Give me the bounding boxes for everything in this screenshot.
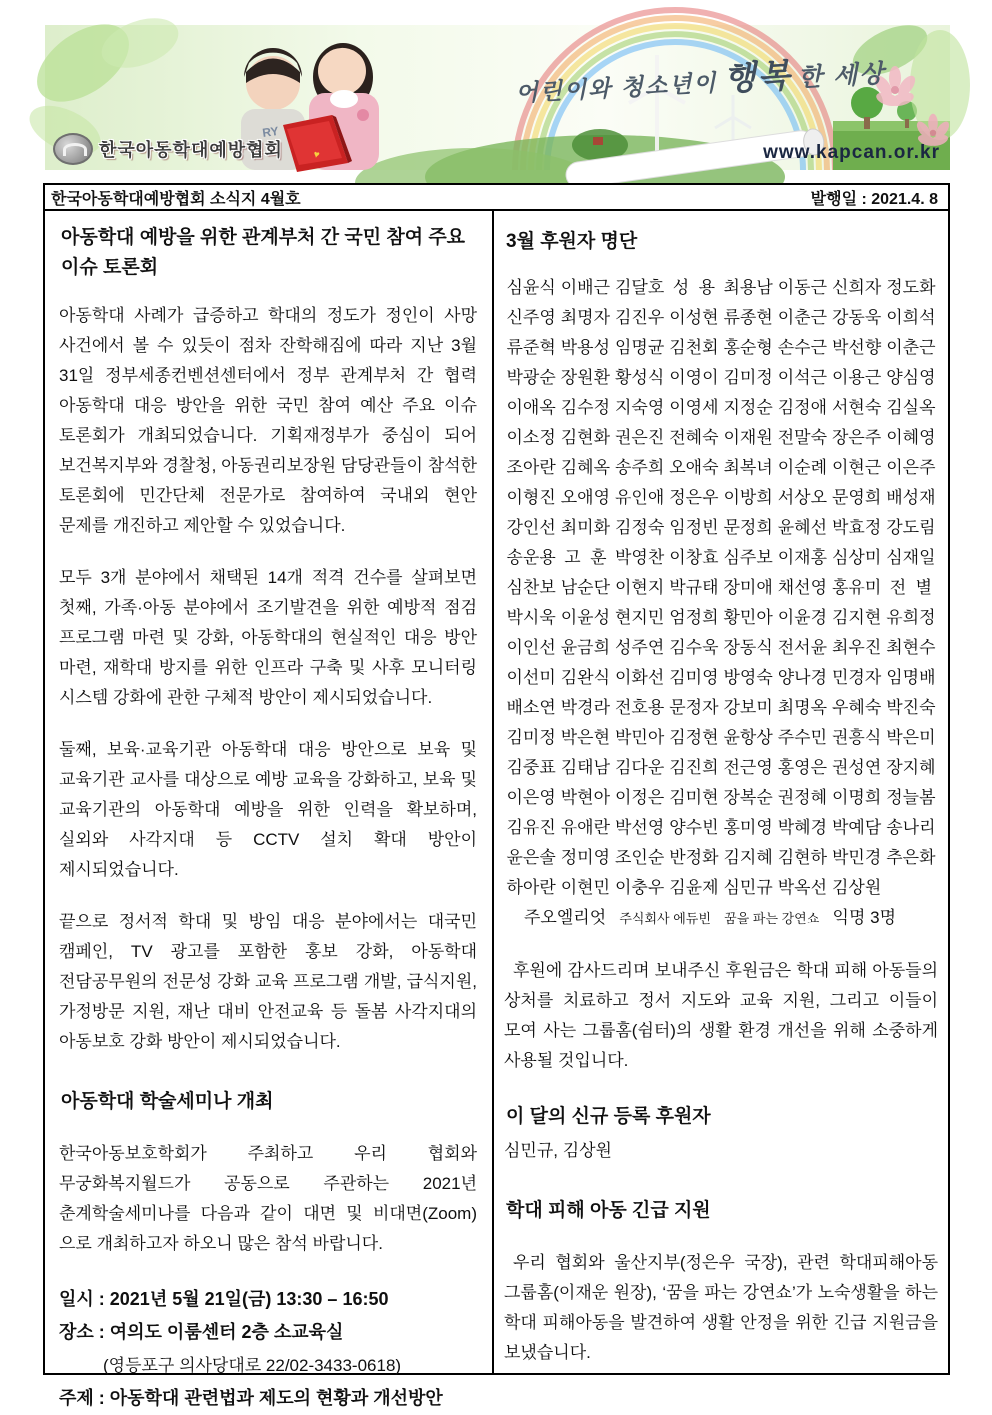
donor-name: 이순례 <box>777 458 828 477</box>
donor-name: 김태남 <box>560 758 611 777</box>
donor-name: 홍미영 <box>723 818 773 837</box>
donor-name: 이용근 <box>831 368 882 387</box>
seminar-topic: 주제 : 아동학대 관련법과 제도의 현황과 개선방안 <box>59 1388 443 1408</box>
donor-name: 이창효 <box>669 548 719 567</box>
donor-name: 윤혜선 <box>777 518 828 537</box>
donor-row <box>504 663 938 693</box>
donor-name: 이소정 <box>506 428 556 447</box>
donor-name: 전말숙 <box>777 428 828 447</box>
donor-name: 권성연 <box>831 758 882 777</box>
discussion-paragraph: 둘째, 보육·교육기관 아동학대 대응 방안으로 보육 및 교육기관 교사를 대상으로 예방 교육을 강화하고, 보육 및 교육기관의 아동학대 예방을 위한 인력을 확보하며, 실외와 사각지대 등 CCTV 설치 확대 방안이 제시되었습니다. <box>59 740 477 879</box>
donor-name: 이화선 <box>614 668 665 687</box>
seminar-section-title: 아동학대 학술세미나 개최 <box>61 1091 274 1112</box>
donor-name: 추은화 <box>886 848 936 867</box>
donor-name: 신희자 <box>831 278 882 297</box>
donor-name: 이배근 <box>560 278 611 297</box>
donor-name: 최우진 <box>831 638 882 657</box>
donor-row <box>504 423 938 453</box>
donor-section-title: 3월 후원자 명단 <box>506 231 638 252</box>
donor-name: 심주보 <box>723 548 773 567</box>
donor-name: 이현민 <box>560 878 611 897</box>
donor-name: 우혜숙 <box>831 698 882 717</box>
donor-name: 송운용 <box>506 548 556 567</box>
donor-name: 양나경 <box>777 668 828 687</box>
donor-name: 김상원 <box>831 878 882 897</box>
slogan-part-emphasis: 행복 <box>722 56 793 98</box>
donor-name: 강보미 <box>723 698 773 717</box>
discussion-section-title: 아동학대 예방을 위한 관계부처 간 국민 참여 주요 이슈 토론회 <box>61 227 466 278</box>
donor-name: 전근영 <box>723 758 773 777</box>
donor-name: 윤항상 <box>723 728 773 747</box>
donor-name: 김정숙 <box>614 518 665 537</box>
donor-name: 송나리 <box>886 818 936 837</box>
donor-name: 최명자 <box>560 308 611 327</box>
donor-name: 정늘봄 <box>886 788 936 807</box>
donor-name: 배소연 <box>506 698 556 717</box>
donor-name: 오애영 <box>560 488 611 507</box>
seminar-location: 장소 : 여의도 이룸센터 2층 소교육실 <box>59 1322 344 1342</box>
new-donor-names: 심민규, 김상원 <box>504 1141 612 1160</box>
donor-name: 이현지 <box>614 578 665 597</box>
donor-name: 권흥식 <box>831 728 882 747</box>
seminar-intro: 한국아동보호학회가 주최하고 우리 협회와 무궁화복지월드가 공동으로 주관하는 2021년 춘계학술세미나를 다음과 같이 대면 및 비대면(Zoom)으로 개최하고자 하오니 많은 참석 바랍니다. <box>59 1144 477 1253</box>
donor-name: 이형진 <box>506 488 556 507</box>
donor-name: 현지민 <box>614 608 665 627</box>
donor-row <box>504 363 938 393</box>
thanks-paragraph: 후원에 감사드리며 보내주신 후원금은 학대 피해 아동들의 상처를 치료하고 정서 지도와 교육 지원, 그리고 이들이 모여 사는 그룹홈(쉼터)의 생활 환경 개선을 위해 소중하게 사용될 것입니다. <box>504 961 938 1070</box>
donor-name: 오애숙 <box>669 458 719 477</box>
donor-name: 장동식 <box>723 638 773 657</box>
donor-name: 박민경 <box>831 848 882 867</box>
donor-name: 박영찬 <box>614 548 665 567</box>
discussion-paragraph: 끝으로 정서적 학대 및 방임 대응 분야에서는 대국민 캠페인, TV 광고를 포함한 홍보 강화, 아동학대 전담공무원의 전문성 강화 교육 프로그램 개발, 급식지원, 가정방문 지원, 재난 대비 안전교육 등 돌봄 사각지대의 아동보호 강화 방안이 제시되었습니다. <box>59 912 477 1051</box>
donor-name: 최미화 <box>560 518 611 537</box>
donor-name: 김미정 <box>506 728 556 747</box>
donor-name: 지정순 <box>723 398 773 417</box>
donor-row <box>504 783 938 813</box>
donor-name: 김미영 <box>669 668 719 687</box>
donor-name: 김정현 <box>669 728 719 747</box>
donor-name: 박선영 <box>614 818 665 837</box>
donor-name: 박경라 <box>560 698 611 717</box>
donor-name: 강동욱 <box>831 308 882 327</box>
donor-row <box>504 753 938 783</box>
donor-name: 김윤제 <box>669 878 719 897</box>
donor-name: 최현수 <box>886 638 936 657</box>
donor-org-name: 익명 3명 <box>832 908 896 927</box>
donor-name: 강도림 <box>886 518 936 537</box>
donor-name: 박선향 <box>831 338 882 357</box>
donor-name: 박효정 <box>831 518 882 537</box>
donor-name: 김수욱 <box>669 638 719 657</box>
donor-name: 서상오 <box>777 488 828 507</box>
donor-name: 박옥선 <box>777 878 828 897</box>
donor-name: 홍영은 <box>777 758 828 777</box>
donor-name: 심찬보 <box>506 578 556 597</box>
donor-name: 박은미 <box>886 728 936 747</box>
donor-name: 장지혜 <box>886 758 936 777</box>
donor-name: 송주희 <box>614 458 665 477</box>
masthead <box>45 185 948 211</box>
donor-name: 임명배 <box>886 668 936 687</box>
donor-name: 박시욱 <box>506 608 556 627</box>
donor-name: 장은주 <box>831 428 882 447</box>
donor-name: 신주영 <box>506 308 556 327</box>
emergency-section-title: 학대 피해 아동 긴급 지원 <box>506 1200 711 1221</box>
donor-name: 심윤식 <box>506 278 556 297</box>
donor-name: 이은주 <box>886 458 936 477</box>
donor-name: 채선영 <box>777 578 828 597</box>
donor-name: 성주연 <box>614 638 665 657</box>
donor-name: 성 용 <box>672 278 716 297</box>
donor-name: 김달호 <box>614 278 665 297</box>
donor-name: 윤금희 <box>560 638 611 657</box>
donor-name: 홍순형 <box>723 338 773 357</box>
donor-name: 유애란 <box>560 818 611 837</box>
donor-name: 이인선 <box>506 638 556 657</box>
donor-list <box>504 273 938 903</box>
donor-row <box>504 273 938 303</box>
donor-name: 이춘근 <box>886 338 936 357</box>
discussion-paragraph: 모두 3개 분야에서 채택된 14개 적격 건수를 살펴보면 첫째, 가족·아동 분야에서 조기발견을 위한 예방적 점검 프로그램 마련 및 강화, 아동학대의 현실적인 대응 방안 마련, 재학대 방지를 위한 인프라 구축 및 사후 모니터링 시스템 강화에 관한 구체적 방안이 제시되었습니다. <box>59 568 477 707</box>
donor-name: 조인순 <box>614 848 665 867</box>
donor-name: 정도화 <box>886 278 936 297</box>
donor-name: 심민규 <box>723 878 773 897</box>
donor-name: 이윤성 <box>560 608 611 627</box>
donor-name: 이영이 <box>669 368 719 387</box>
donor-name: 이정은 <box>614 788 665 807</box>
seminar-datetime: 일시 : 2021년 5월 21일(금) 13:30 – 16:50 <box>59 1289 389 1309</box>
donor-name: 남순단 <box>560 578 611 597</box>
new-donor-section-title: 이 달의 신규 등록 후원자 <box>506 1106 711 1127</box>
donor-name: 손수근 <box>777 338 828 357</box>
donor-row <box>504 603 938 633</box>
donor-name: 김정애 <box>777 398 828 417</box>
donor-name: 이윤경 <box>777 608 828 627</box>
donor-name: 민경자 <box>831 668 882 687</box>
donor-row <box>504 303 938 333</box>
donor-name: 심재일 <box>886 548 936 567</box>
donor-name: 하아란 <box>506 878 556 897</box>
seminar-details <box>59 1283 477 1415</box>
donor-row <box>504 543 938 573</box>
donor-name: 정은우 <box>669 488 719 507</box>
donor-name: 전호용 <box>614 698 665 717</box>
association-emblem-icon <box>53 133 93 165</box>
donor-name: 임명균 <box>614 338 665 357</box>
donor-name: 정미영 <box>560 848 611 867</box>
donor-name: 최용남 <box>723 278 773 297</box>
donor-name: 문영희 <box>831 488 882 507</box>
donor-name: 심상미 <box>831 548 882 567</box>
donor-name: 류종현 <box>723 308 773 327</box>
donor-row <box>504 573 938 603</box>
donor-name: 고 훈 <box>564 548 607 567</box>
banner-url: www.kapcan.or.kr <box>763 142 940 163</box>
donor-name: 장미애 <box>723 578 773 597</box>
donor-row <box>504 873 938 903</box>
donor-name: 김지혜 <box>723 848 773 867</box>
donor-name: 문정자 <box>669 698 719 717</box>
donor-name: 이석근 <box>777 368 828 387</box>
slogan-part: 어린이와 청소년이 <box>514 69 719 106</box>
donor-name: 박현아 <box>560 788 611 807</box>
donor-name: 양심영 <box>886 368 936 387</box>
donor-row <box>504 453 938 483</box>
donor-row <box>504 393 938 423</box>
donor-name: 최명옥 <box>777 698 828 717</box>
donor-name: 박진숙 <box>886 698 936 717</box>
donor-name: 이은영 <box>506 788 556 807</box>
donor-name: 이선미 <box>506 668 556 687</box>
donor-name: 박민아 <box>614 728 665 747</box>
donor-name: 주수민 <box>777 728 828 747</box>
donor-name: 서현숙 <box>831 398 882 417</box>
donor-name: 이애옥 <box>506 398 556 417</box>
donor-name: 김지현 <box>831 608 882 627</box>
svg-text:♥: ♥ <box>312 149 321 162</box>
donor-name: 이현근 <box>831 458 882 477</box>
donor-name: 김미현 <box>669 788 719 807</box>
donor-name: 장복순 <box>723 788 773 807</box>
donor-name: 김혜옥 <box>560 458 611 477</box>
donor-name: 황성식 <box>614 368 665 387</box>
donor-name: 류준혁 <box>506 338 556 357</box>
donor-name: 박예담 <box>831 818 882 837</box>
donor-name: 이동근 <box>777 278 828 297</box>
donor-name: 김중표 <box>506 758 556 777</box>
donor-name: 이희석 <box>886 308 936 327</box>
donor-name: 문정희 <box>723 518 773 537</box>
donor-name: 전서윤 <box>777 638 828 657</box>
donor-row <box>504 813 938 843</box>
donor-name: 김미정 <box>723 368 773 387</box>
banner <box>45 25 950 170</box>
left-column <box>45 211 494 1408</box>
donor-name: 이혜영 <box>886 428 936 447</box>
donor-name: 지숙영 <box>614 398 665 417</box>
donor-row <box>504 633 938 663</box>
donor-name: 김진우 <box>614 308 665 327</box>
donor-name: 조아란 <box>506 458 556 477</box>
donor-org-name: 주식회사 에듀빈 <box>619 911 711 926</box>
donor-name: 엄정희 <box>669 608 719 627</box>
donor-name: 홍유미 <box>831 578 882 597</box>
svg-text:RY: RY <box>261 123 280 140</box>
donor-name: 김실옥 <box>886 398 936 417</box>
donor-name: 권은진 <box>614 428 665 447</box>
donor-name: 유인애 <box>614 488 665 507</box>
discussion-paragraph: 아동학대 사례가 급증하고 학대의 정도가 정인이 사망 사건에서 볼 수 있듯이 점차 잔학해짐에 따라 지난 3월 31일 정부세종컨벤션센터에서 정부 관계부처 간 협력 아동학대 대응 방안을 위한 국민 참여 예산 주요 이슈 토론회가 개최되었습니다. 기획재정부가 중심이 되어 보건복지부와 경찰청, 아동권리보장원 담당관들이 참석한 토론회에 민간단체 전문가로 참여하여 국내외 현안 문제를 개진하고 제안할 수 있었습니다. <box>59 306 477 535</box>
donor-name: 이명희 <box>831 788 882 807</box>
donor-name: 김유진 <box>506 818 556 837</box>
donor-name: 박은현 <box>560 728 611 747</box>
donor-name: 김현화 <box>560 428 611 447</box>
donor-name: 박광순 <box>506 368 556 387</box>
right-column <box>494 211 948 1373</box>
donor-name: 이재홍 <box>777 548 828 567</box>
slogan-part: 한 세상 <box>797 59 887 93</box>
seminar-address: (영등포구 의사당대로 22/02-3433-0618) <box>103 1356 402 1375</box>
donor-name: 배성재 <box>886 488 936 507</box>
donor-name: 방영숙 <box>723 668 773 687</box>
association-logo <box>53 133 283 165</box>
donor-name: 김완식 <box>560 668 611 687</box>
donor-name: 박용성 <box>560 338 611 357</box>
donor-name: 박규태 <box>669 578 719 597</box>
donor-org-row <box>504 903 938 934</box>
donor-name: 김현하 <box>777 848 828 867</box>
donor-name: 김수정 <box>560 398 611 417</box>
donor-name: 장원환 <box>560 368 611 387</box>
association-logo-text: 한국아동학대예방협회 <box>99 140 283 160</box>
donor-name: 반정화 <box>669 848 719 867</box>
donor-name: 양수빈 <box>669 818 719 837</box>
donor-name: 강인선 <box>506 518 556 537</box>
donor-name: 김다운 <box>614 758 665 777</box>
donor-name: 전 별 <box>889 578 933 597</box>
publish-date: 발행일 : 2021.4. 8 <box>810 190 938 208</box>
donor-row <box>504 693 938 723</box>
donor-name: 이성현 <box>669 308 719 327</box>
donor-org-name: 주오엘리엇 <box>524 908 607 927</box>
emergency-paragraph: 우리 협회와 울산지부(정은우 국장), 관련 학대피해아동 그룹홈(이재운 원장), ‘꿈을 파는 강연쇼’가 노숙생활을 하는 학대 피해아동을 발견하여 생활 안정을 위한 긴급 지원금을 보냈습니다. <box>504 1253 938 1362</box>
donor-name: 김천회 <box>669 338 719 357</box>
donor-name: 이영세 <box>669 398 719 417</box>
newsletter-body <box>43 183 950 1408</box>
donor-row <box>504 723 938 753</box>
donor-row <box>504 483 938 513</box>
donor-name: 권정혜 <box>777 788 828 807</box>
donor-row <box>504 843 938 873</box>
donor-org-name: 꿈을 파는 강연쇼 <box>724 911 820 926</box>
donor-name: 윤은솔 <box>506 848 556 867</box>
donor-name: 이재원 <box>723 428 773 447</box>
donor-name: 유희정 <box>886 608 936 627</box>
donor-name: 임정빈 <box>669 518 719 537</box>
donor-name: 이충우 <box>614 878 665 897</box>
donor-name: 박혜경 <box>777 818 828 837</box>
donor-name: 이방희 <box>723 488 773 507</box>
donor-name: 최복녀 <box>723 458 773 477</box>
newsletter-issue-title: 한국아동학대예방협회 소식지 4월호 <box>51 190 301 208</box>
donor-name: 전혜숙 <box>669 428 719 447</box>
donor-row <box>504 513 938 543</box>
donor-name: 황민아 <box>723 608 773 627</box>
donor-name: 김진희 <box>669 758 719 777</box>
donor-row <box>504 333 938 363</box>
donor-name: 이춘근 <box>777 308 828 327</box>
